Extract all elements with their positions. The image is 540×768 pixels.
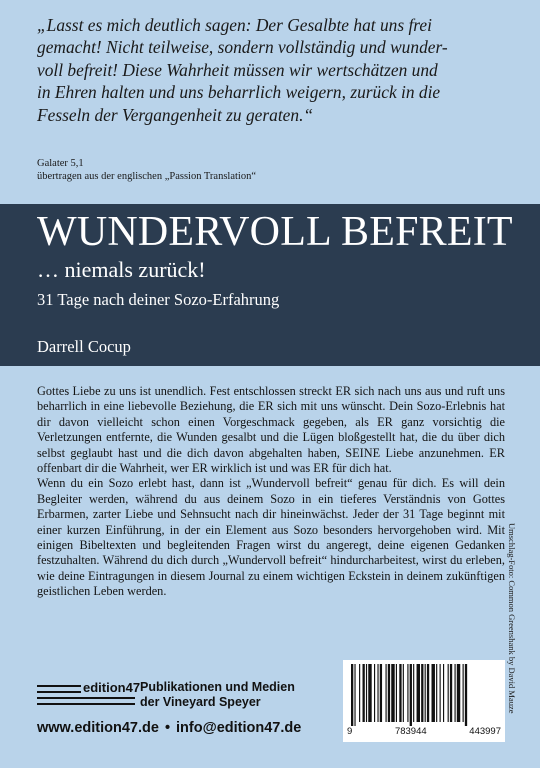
logo-line [37, 703, 135, 705]
barcode-bar [407, 664, 408, 722]
publisher-name-line: Publikationen und Medien [140, 680, 295, 694]
quote-line: gemacht! Nicht teilweise, sondern vollständig und wunder- [37, 37, 448, 58]
barcode-bar [396, 664, 397, 722]
barcode-bar [386, 664, 387, 722]
quote-source [37, 157, 507, 183]
barcode-bar [440, 664, 441, 722]
blurb-paragraph: Gottes Liebe zu uns ist unendlich. Fest entschlossen streckt ER sich nach uns aus und ruft uns beharrlich in eine liebevolle Beziehung, die ER sich mit uns wünscht. Dein Sozo-Erlebnis hat dir davon vielleicht schon einen Vorgeschmack gegeben, als ER ganz vorsichtig die Verletzungen entfernte, die Wunden gesalbt und die Lügen bloßgestellt hat, die du über dich selbst geglaubt hast und die dich davon abgehalten haben, SEINE Liebe anzunehmen. ER offenbart dir die Wahrheit, wer ER wirklich ist und was ER für dich hat. [37, 384, 505, 476]
barcode-bar [377, 664, 378, 722]
barcode-bars [343, 660, 505, 726]
barcode-bar [354, 664, 355, 726]
book-title: WUNDERVOLL BEFREIT [37, 209, 513, 255]
barcode-bar [380, 664, 382, 722]
barcode-bar [432, 664, 435, 722]
barcode-bar [391, 664, 394, 722]
barcode-bar [450, 664, 452, 722]
blurb [37, 384, 505, 600]
quote-line: Fesseln der Vergangenheit zu geraten.“ [37, 104, 314, 125]
website-link[interactable]: www.edition47.de [37, 720, 159, 736]
logo-line [37, 697, 135, 699]
barcode-bar [366, 664, 367, 722]
publisher-name [140, 680, 295, 710]
barcode-bar [351, 664, 353, 726]
publisher-name-line: der Vineyard Speyer [140, 695, 261, 709]
barcode-bar [399, 664, 401, 722]
logo-line [37, 691, 81, 693]
barcode-bar [363, 664, 365, 722]
barcode-bar [425, 664, 426, 722]
barcode-digit-group: 9 [347, 726, 353, 737]
email-link[interactable]: info@edition47.de [176, 720, 302, 736]
barcode-bar [388, 664, 390, 722]
barcode-bar [417, 664, 420, 722]
barcode-bar [413, 664, 414, 722]
quote-line: „Lasst es mich deutlich sagen: Der Gesalbte hat uns frei [37, 15, 432, 35]
barcode-bar [436, 664, 437, 722]
barcode-bar [374, 664, 375, 722]
publisher-contacts [37, 719, 301, 737]
publisher-logo-text: edition47 [83, 680, 141, 695]
barcode-bar [410, 664, 412, 726]
book-subtitle: … niemals zurück! [37, 257, 206, 282]
photo-credit: Umschlag-Foto: Common Greenshank by David Mauze [507, 523, 517, 714]
title-band [0, 204, 540, 366]
barcode-bar [465, 664, 467, 726]
barcode-bar [457, 664, 460, 722]
barcode-bar [427, 664, 429, 722]
barcode-bar [463, 664, 464, 722]
book-author: Darrell Cocup [37, 337, 131, 356]
barcode-digits [343, 726, 505, 740]
blurb-paragraph: Wenn du ein Sozo erlebt hast, dann ist „Wundervoll befreit“ genau für dich. Es will dein Begleiter werden, während du aus deinem Sozo in ein tieferes Verständnis von Gottes Erbarmen, zarter Liebe und Sehnsucht nach dir hineinwächst. Jeder der 31 Tage beginnt mit einer kurzen Einführung, in der ein Element aus Sozo besonders hervorgehoben wird. Mit einigen Bibeltexten und begleitenden Fragen wirst du angeregt, deine eigenen Gedanken festzuhalten. Während du dich durch „Wundervoll befreit“ hindurcharbeitest, wirst du erleben, wie deine Eintragungen in diesem Journal zu einem wichtigen Eckstein in deinem zukünftigen geistlichen Leben werden. [37, 476, 505, 599]
barcode-digit-group: 783944 [394, 726, 427, 737]
barcode-bar [448, 664, 449, 722]
barcode-bar [421, 664, 423, 722]
barcode-digit-group: 443997 [469, 726, 501, 737]
barcode-bar [455, 664, 456, 722]
barcode-bar [368, 664, 371, 722]
isbn-barcode [343, 660, 505, 742]
quote-reference: Galater 5,1 [37, 158, 84, 169]
logo-line [37, 685, 81, 687]
bible-quote [37, 14, 507, 126]
quote-line: in Ehren halten und uns beharrlich weigern, zurück in die [37, 82, 441, 103]
book-tagline: 31 Tage nach deiner Sozo-Erfahrung [37, 290, 280, 309]
contact-separator: • [164, 720, 171, 736]
barcode-bar [359, 664, 360, 722]
quote-line: voll befreit! Diese Wahrheit müssen wir wertschätzen und [37, 59, 438, 80]
barcode-bar [443, 664, 444, 722]
publisher-logo [37, 680, 141, 709]
barcode-bar [403, 664, 404, 722]
translation-note: übertragen aus der englischen „Passion Translation“ [37, 171, 256, 182]
